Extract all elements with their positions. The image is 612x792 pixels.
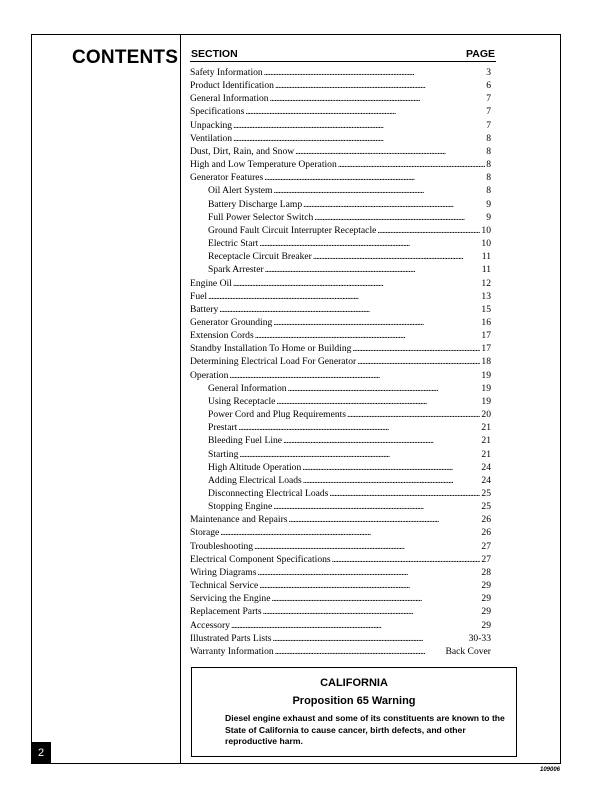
dot-leader	[270, 92, 486, 105]
dot-leader	[258, 566, 481, 579]
toc-entry-page: 24	[481, 461, 491, 473]
toc-entry	[190, 632, 498, 645]
dot-leader	[288, 382, 481, 395]
toc-entry-title: Standby Installation To Home or Building	[190, 343, 352, 355]
toc-entry-title: Full Power Selector Switch	[208, 211, 314, 223]
toc-entry-title: Using Receptacle	[208, 395, 276, 407]
toc-entry-title: Wiring Diagrams	[190, 566, 257, 578]
toc-entry-page: 11	[481, 264, 491, 276]
toc-entry	[190, 540, 498, 553]
toc-entry	[190, 119, 498, 132]
toc-entry-page: 19	[481, 369, 491, 381]
toc-entry-page: 25	[481, 488, 491, 499]
toc-entry-title: Bleeding Fuel Line	[208, 435, 283, 447]
toc-entry-page: 8	[486, 132, 491, 144]
header-rule	[190, 61, 496, 62]
dot-leader	[264, 66, 485, 79]
toc-entry-page: 9	[486, 198, 491, 210]
dot-leader	[264, 171, 485, 184]
dot-leader	[220, 526, 480, 539]
dot-leader	[208, 290, 480, 303]
toc-entry	[190, 92, 498, 105]
dot-leader	[259, 579, 480, 592]
dot-leader	[275, 645, 445, 658]
toc-entry-page: 19	[481, 395, 491, 407]
toc-entry	[190, 263, 498, 276]
dot-leader	[238, 421, 480, 434]
toc-entry-title: General Information	[208, 382, 287, 394]
toc-entry-title: Servicing the Engine	[190, 593, 271, 605]
dot-leader	[255, 329, 481, 342]
toc-entry-title: Unpacking	[190, 119, 233, 131]
dot-leader	[275, 79, 485, 92]
toc-entry-title: Electrical Component Specifications	[190, 553, 331, 565]
toc-entry-page: 21	[481, 435, 491, 447]
toc-entry	[190, 158, 498, 171]
toc-entry-page: 26	[481, 527, 491, 539]
toc-entry-title: Ground Fault Circuit Interrupter Receptacle	[208, 224, 377, 236]
dot-leader	[245, 105, 485, 118]
toc-entry-title: Generator Features	[190, 172, 264, 184]
dot-leader	[254, 540, 480, 553]
dot-leader	[283, 434, 480, 447]
toc-entry-title: Prestart	[208, 422, 238, 434]
toc-entry-title: Battery	[190, 303, 219, 315]
dot-leader	[271, 592, 480, 605]
toc-entry	[190, 224, 498, 237]
toc-entry-title: Accessory	[190, 619, 230, 631]
toc-entry-page: 10	[481, 238, 491, 250]
dot-leader	[303, 474, 481, 487]
dot-leader	[239, 448, 480, 461]
toc-entry-title: Spark Arrester	[208, 264, 264, 276]
dot-leader	[229, 369, 480, 382]
toc-entry	[190, 184, 498, 197]
toc-entry-title: Illustrated Parts Lists	[190, 632, 272, 644]
toc-entry	[190, 342, 498, 355]
toc-entry-title: Safety Information	[190, 67, 263, 78]
toc-entry-title: Specifications	[190, 106, 245, 118]
toc-entry-title: General Information	[190, 93, 269, 105]
toc-entry-page: 28	[481, 566, 491, 578]
toc-entry-title: Engine Oil	[190, 277, 232, 289]
toc-entry	[190, 461, 498, 474]
dot-leader	[314, 211, 485, 224]
toc-entry-page: 29	[481, 580, 491, 592]
dot-leader	[219, 303, 480, 316]
toc-entry	[190, 592, 498, 605]
toc-entry-page: 8	[486, 172, 491, 184]
dot-leader	[233, 119, 485, 132]
dot-leader	[289, 513, 481, 526]
dot-leader	[274, 184, 486, 197]
toc-entry-page: 21	[481, 448, 491, 460]
dot-leader	[273, 316, 480, 329]
toc-entry	[190, 553, 498, 566]
toc-entry-page: 27	[481, 540, 491, 552]
toc-entry	[190, 132, 498, 145]
toc-entry	[190, 79, 498, 92]
toc-entry	[190, 369, 498, 382]
section-column-header: SECTION	[191, 48, 238, 60]
toc-entry	[190, 526, 498, 539]
toc-entry	[190, 645, 498, 658]
toc-entry-page: 10	[481, 224, 491, 236]
toc-entry	[190, 619, 498, 632]
toc-entry-page: 17	[481, 330, 491, 342]
toc-entry-page: 29	[481, 593, 491, 605]
toc-entry	[190, 211, 498, 224]
toc-entry-page: 7	[486, 106, 491, 118]
dot-leader	[273, 500, 480, 513]
dot-leader	[273, 632, 468, 645]
toc-entry-page: 7	[486, 119, 491, 131]
toc-entry	[190, 605, 498, 618]
toc-entry	[190, 382, 498, 395]
toc-entry	[190, 421, 498, 434]
dot-leader	[302, 461, 480, 474]
dot-leader	[357, 355, 480, 368]
toc-entry-page: 27	[481, 553, 491, 565]
toc-entry	[190, 566, 498, 579]
toc-entry-page: 18	[481, 356, 491, 368]
toc-entry-page: 9	[486, 211, 491, 223]
column-divider	[180, 34, 181, 764]
toc-entry-title: Power Cord and Plug Requirements	[208, 409, 347, 421]
toc-entry-page: 8	[486, 145, 491, 157]
toc-entry	[190, 579, 498, 592]
toc-entry-title: Starting	[208, 448, 239, 460]
toc-entry-title: Technical Service	[190, 580, 259, 592]
toc-entry-page: 8	[486, 185, 491, 197]
toc-entry-page: 11	[481, 251, 491, 263]
toc-entry-title: Operation	[190, 369, 229, 381]
dot-leader	[303, 198, 485, 211]
toc-list	[190, 66, 498, 658]
toc-entry-page: 30-33	[468, 632, 491, 644]
toc-entry	[190, 329, 498, 342]
toc-entry-title: Warranty Information	[190, 645, 274, 657]
toc-entry-title: Product Identification	[190, 80, 274, 92]
toc-entry	[190, 448, 498, 461]
dot-leader	[313, 250, 481, 263]
toc-entry	[190, 105, 498, 118]
toc-entry-page: 21	[481, 422, 491, 434]
toc-entry-page: 24	[481, 474, 491, 486]
toc-entry	[190, 513, 498, 526]
toc-entry-title: Storage	[190, 527, 220, 539]
dot-leader	[347, 408, 480, 421]
toc-entry-page: Back Cover	[445, 645, 491, 657]
toc-entry-title: Oil Alert System	[208, 185, 273, 197]
toc-entry-title: Dust, Dirt, Rain, and Snow	[190, 145, 295, 157]
toc-entry-page: 17	[481, 343, 491, 355]
warning-body: Diesel engine exhaust and some of its constituents are known to the State of California to cause cancer, birth defects, and other reproductive harm.	[225, 713, 505, 746]
toc-entry-title: Battery Discharge Lamp	[208, 198, 303, 210]
dot-leader	[231, 619, 480, 632]
toc-entry-title: Electric Start	[208, 238, 259, 250]
prop65-warning-box	[191, 667, 517, 757]
toc-entry-title: Fuel	[190, 290, 208, 302]
dot-leader	[329, 487, 480, 500]
toc-entry-page: 25	[481, 501, 491, 513]
page-column-header: PAGE	[466, 48, 495, 60]
toc-entry-title: Replacement Parts	[190, 606, 262, 618]
toc-entry	[190, 500, 498, 513]
toc-entry-title: Adding Electrical Loads	[208, 474, 302, 486]
dot-leader	[259, 237, 480, 250]
toc-entry	[190, 434, 498, 447]
toc-entry-page: 15	[481, 303, 491, 315]
toc-entry-title: Extension Cords	[190, 330, 254, 342]
dot-leader	[295, 145, 485, 158]
toc-entry-page: 12	[481, 277, 491, 289]
warning-title: CALIFORNIA	[320, 677, 388, 689]
toc-entry-page: 8	[486, 159, 491, 171]
toc-entry-page: 7	[486, 93, 491, 105]
toc-entry	[190, 237, 498, 250]
page-number: 2	[31, 742, 51, 764]
toc-entry-title: High Altitude Operation	[208, 461, 302, 473]
toc-entry-page: 3	[486, 67, 491, 78]
toc-entry-page: 16	[481, 316, 491, 328]
toc-entry-title: Determining Electrical Load For Generator	[190, 356, 357, 368]
dot-leader	[233, 277, 481, 290]
toc-entry-title: Ventilation	[190, 132, 233, 144]
toc-entry	[190, 277, 498, 290]
toc-entry-page: 29	[481, 606, 491, 618]
dot-leader	[233, 132, 485, 145]
toc-entry-title: Maintenance and Repairs	[190, 514, 288, 526]
toc-entry-page: 26	[481, 514, 491, 526]
toc-entry	[190, 408, 498, 421]
dot-leader	[263, 605, 481, 618]
dot-leader	[265, 263, 481, 276]
toc-entry	[190, 145, 498, 158]
toc-entry-title: Generator Grounding	[190, 316, 273, 328]
document-number: 109006	[540, 767, 561, 773]
toc-entry	[190, 355, 498, 368]
toc-entry	[190, 316, 498, 329]
toc-entry-title: Receptacle Circuit Breaker	[208, 251, 312, 263]
toc-entry-title: High and Low Temperature Operation	[190, 159, 337, 171]
dot-leader	[332, 553, 481, 566]
toc-entry	[190, 487, 498, 500]
toc-entry	[190, 198, 498, 211]
warning-subtitle: Proposition 65 Warning	[292, 695, 416, 707]
toc-entry-page: 6	[486, 80, 491, 92]
toc-entry	[190, 250, 498, 263]
dot-leader	[377, 224, 480, 237]
toc-entry-page: 13	[481, 290, 491, 302]
toc-entry	[190, 290, 498, 303]
toc-entry	[190, 66, 498, 79]
toc-entry-page: 20	[481, 409, 491, 421]
toc-entry-title: Stopping Engine	[208, 501, 273, 513]
toc-entry-page: 19	[481, 382, 491, 394]
dot-leader	[352, 342, 480, 355]
toc-entry	[190, 474, 498, 487]
toc-entry	[190, 303, 498, 316]
toc-entry-title: Troubleshooting	[190, 540, 254, 552]
toc-entry-page: 29	[481, 619, 491, 631]
toc-entry	[190, 395, 498, 408]
dot-leader	[276, 395, 480, 408]
contents-title: CONTENTS	[72, 47, 179, 68]
dot-leader	[338, 158, 485, 171]
toc-header	[191, 48, 495, 60]
toc-entry-title: Disconnecting Electrical Loads	[208, 488, 329, 499]
toc-entry	[190, 171, 498, 184]
